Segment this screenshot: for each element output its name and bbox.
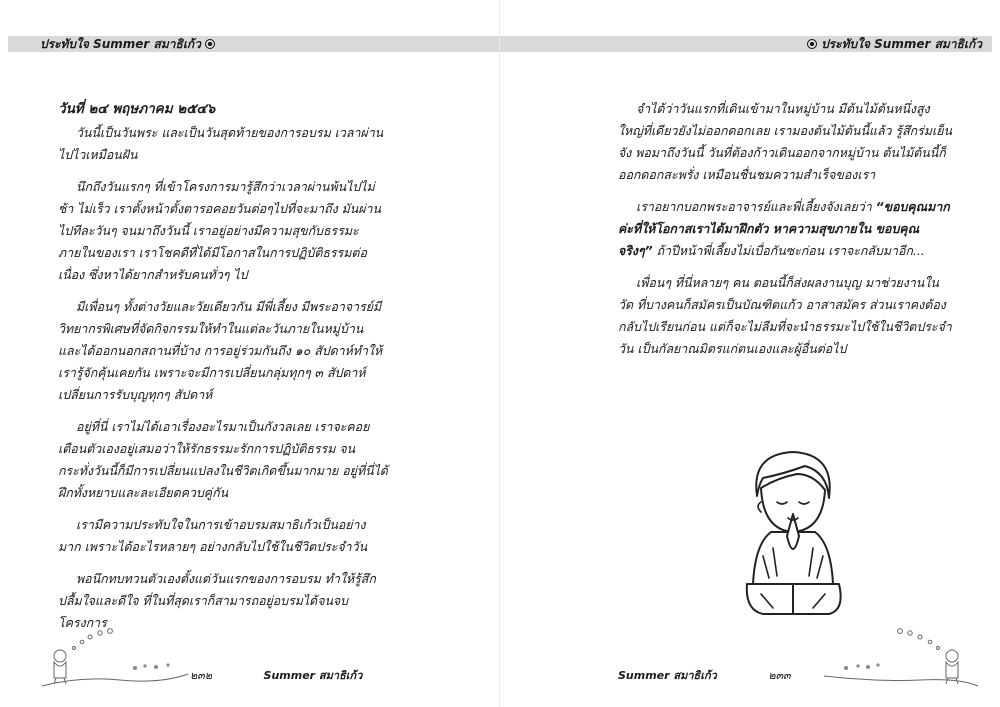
right-footer-brand: Summer สมาธิเก้ว xyxy=(618,669,717,682)
right-running-head xyxy=(803,36,982,52)
left-paragraph-1: วันนี้เป็นวันพระ และเป็นวันสุดท้ายของการอบรม เวลาผ่านไปไวเหมือนฝัน xyxy=(58,125,384,162)
right-body xyxy=(618,98,952,370)
left-footer-doodle xyxy=(40,626,190,690)
right-paragraph-1: จำได้ว่าวันแรกที่เดินเข้ามาในหมู่บ้าน มีต้นไม้ต้นหนึ่งสูงใหญ่ที่เดียวยังไม่ออกดอกเลย เรามองต้นไม้ต้นนี้แล้ว รู้สึกร่มเย็นจัง พอมาถึงวันนี้ วันที่ต้องก้าวเดินออกจากหมู่บ้าน ต้นไม้ต้นนี้ก็ออกดอกสะพรั่ง เหมือนชื่นชมความสำเร็จของเรา xyxy=(618,101,952,182)
left-paragraph-2: นึกถึงวันแรกๆ ที่เข้าโครงการมารู้สึกว่าเวลาผ่านพ้นไปไม่ช้า ไม่เร็ว เราตั้งหน้าตั้งตารอคอยวันต่อๆไปที่จะมาถึง มันผ่านไปทีละวันๆ จนมาถึงวันนี้ เราอยู่อย่างมีความสุขกับธรรมะภายในของเรา เราโชคดีที่ได้มีโอกาสในการปฏิบัติธรรมต่อเนื่อง ซึ่งหาได้ยากสำหรับคนทั่วๆ ไป xyxy=(58,179,381,282)
thanks-end: ถ้าปีหน้าพี่เลี้ยงไม่เบื่อกันซะก่อน เราจะกลับมาอีก... xyxy=(656,243,925,258)
left-paragraph-6: พอนึกทบทวนตัวเองตั้งแต่วันแรกของการอบรม ทำให้รู้สึกปลื้มใจและดีใจ ที่ในที่สุดเราก็สามารถอยู่อบรมได้จนจบโครงการ xyxy=(58,571,376,630)
closing-paragraph: เพื่อนๆ ที่นี่หลายๆ คน ตอนนี้ก็ส่งผลงานบุญ มาช่วยงานในวัด ที่บางคนก็สมัครเป็นบัณฑิตแก้ว อาสาสมัคร ส่วนเราคงต้องกลับไปเรียนก่อน แต่ก็จะไม่ลืมที่จะนำธรรมะไปใช้ในชีวิตประจำวัน เป็นกัลยาณมิตรแก่ตนเองและผู้อื่นต่อไป xyxy=(618,275,952,356)
bullet-icon xyxy=(205,39,215,49)
praying-child-illustration xyxy=(733,444,853,624)
left-footer-brand: Summer สมาธิเก้ว xyxy=(263,669,363,682)
bullet-icon xyxy=(807,39,817,49)
thanks-quote: “ขอบคุณมากค่ะที่ให้โอกาสเราได้มาฝึกตัว หาความสุขภายใน ขอบคุณจริงๆ” xyxy=(618,199,950,258)
thanks-intro: เราอยากบอกพระอาจารย์และพี่เลี้ยงจังเลยว่า xyxy=(636,199,872,214)
left-running-head-title: ประทับใจ Summer สมาธิเก้ว xyxy=(40,37,201,51)
left-footer xyxy=(190,666,362,684)
entry-date: วันที่ ๒๔ พฤษภาคม ๒๕๔๖ xyxy=(58,101,216,117)
left-running-head xyxy=(40,36,219,52)
left-paragraph-3: มีเพื่อนๆ ทั้งต่างวัยและวัยเดียวกัน มีพี่เลี้ยง มีพระอาจารย์มีวิทยากรพิเศษที่จัดกิจกรรมให้ทำในแต่ละวันภายในหมู่บ้าน และได้ออกนอกสถานที่บ้าง การอยู่ร่วมกันถึง ๑๐ สัปดาห์ทำให้เรารู้จักคุ้นเคยกัน เพราะจะมีการเปลี่ยนกลุ่มทุกๆ ๓ สัปดาห์ เปลี่ยนการรับบุญทุกๆ สัปดาห์ xyxy=(58,299,383,402)
left-body xyxy=(58,98,388,644)
left-paragraph-5: เรามีความประทับใจในการเข้าอบรมสมาธิเก้วเป็นอย่างมาก เพราะได้อะไรหลายๆ อย่างกลับไปใช้ในชีวิตประจำวัน xyxy=(58,517,368,554)
right-footer-doodle xyxy=(820,626,980,690)
left-paragraph-4: อยู่ที่นี่ เราไม่ได้เอาเรื่องอะไรมาเป็นกังวลเลย เราจะคอยเตือนตัวเองอยู่เสมอว่าให้รักธรรมะรักการปฏิบัติธรรม จนกระทั่งวันนี้ก็มีการเปลี่ยนแปลงในชีวิตเกิดขึ้นมากมาย อยู่ที่นี่ได้ฝึกทั้งหยาบและละเอียดควบคู่กัน xyxy=(58,419,388,500)
right-page-number: ๒๓๓ xyxy=(768,669,791,682)
right-running-head-title: ประทับใจ Summer สมาธิเก้ว xyxy=(821,37,982,51)
thanks-paragraph xyxy=(618,196,952,262)
right-footer xyxy=(618,666,791,684)
left-page-number: ๒๓๒ xyxy=(190,669,213,682)
right-page xyxy=(500,0,1000,707)
